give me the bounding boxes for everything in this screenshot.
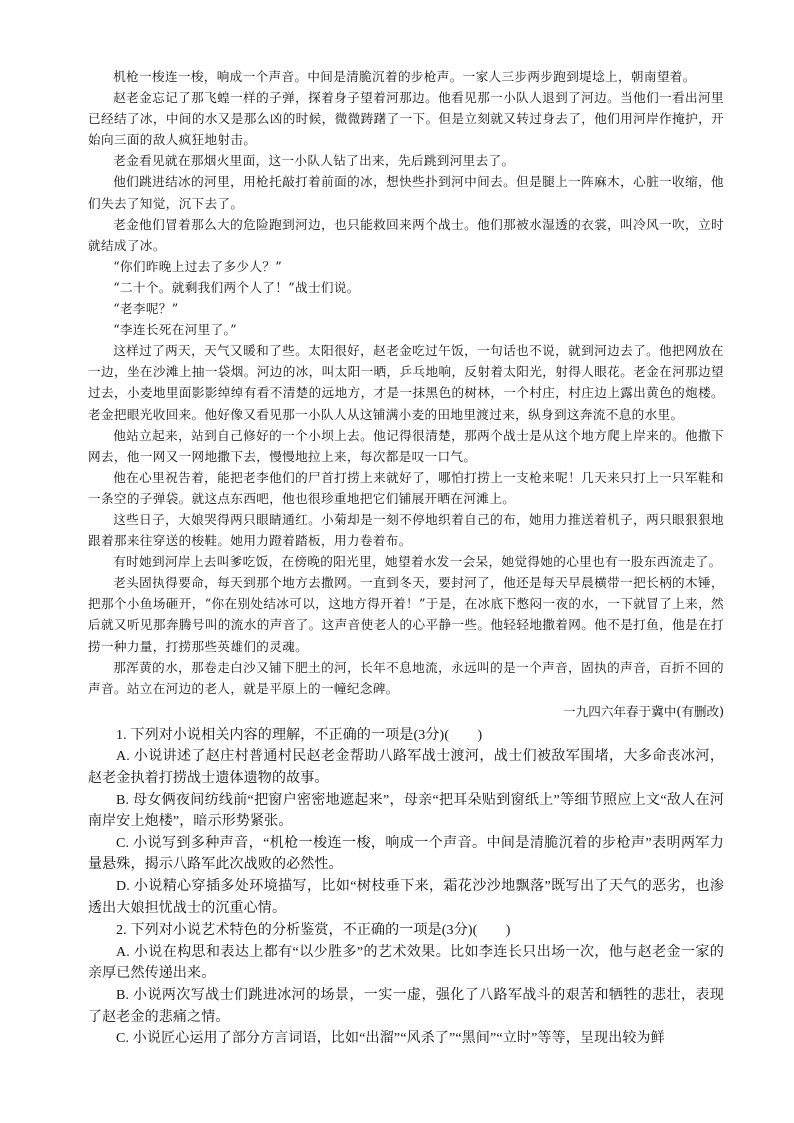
- question-option: A. 小说讲述了赵庄村普通村民赵老金帮助八路军战士渡河，战士们被敌军围堵，大多命丧冰河，赵老金执着打捞战士遗体遗物的故事。: [88, 749, 724, 786]
- story-paragraph: “老李呢？”: [113, 301, 179, 317]
- question-stem: 1. 下列对小说相关内容的理解，不正确的一项是(3分)( ): [116, 727, 483, 743]
- story-paragraph: 那浑黄的水，那卷走白沙又铺下肥土的河，长年不息地流，永远叫的是一个声音，固执的声音，百折不回的声音。站立在河边的老人，就是平原上的一幢纪念碑。: [88, 659, 724, 696]
- story-paragraph: 他在心里祝告着，能把老李他们的尸首打捞上来就好了，哪怕打捞上一支枪来呢！几天来只打上一只军鞋和一条空的子弹袋。就这点东西吧，他也很珍重地把它们铺展开晒在河滩上。: [88, 469, 724, 506]
- story-paragraph: “李连长死在河里了。”: [113, 322, 237, 338]
- story-paragraph: 有时她到河岸上去叫爹吃饭，在傍晚的阳光里，她望着水发一会呆，她觉得她的心里也有一股东西流走了。: [113, 554, 722, 570]
- question-stem: 2. 下列对小说艺术特色的分析鉴赏，不正确的一项是(3分)( ): [116, 923, 511, 939]
- story-text: [88, 66, 724, 723]
- story-paragraph: 老金他们冒着那么大的危险跑到河边，也只能救回来两个战士。他们那被水湿透的衣裳，叫冷风一吹，立时就结成了冰。: [88, 216, 724, 253]
- story-signature: 一九四六年春于冀中(有删改): [563, 703, 724, 719]
- story-paragraph: 这些日子，大娘哭得两只眼睛通红。小菊却是一刻不停地织着自己的布，她用力推送着机子，两只眼狠狠地跟着那来往穿送的梭鞋。她用力蹬着踏板，用力卷着布。: [88, 511, 724, 549]
- question-option: B. 母女俩夜间纺线前“把窗户密密地遮起来”，母亲“把耳朵贴到窗纸上”等细节照应上文“敌人在河南岸安上炮楼”，暗示形势紧张。: [88, 792, 724, 830]
- question-option: B. 小说两次写战士们跳进冰河的场景，一实一虚，强化了八路军战斗的艰苦和牺牲的悲壮，表现了赵老金的悲痛之情。: [88, 987, 724, 1025]
- question-option: C. 小说匠心运用了部分方言词语，比如“出溜”“风杀了”“黑间”“立时”等等，呈现出较为鲜: [116, 1031, 665, 1047]
- question-section: [88, 725, 724, 1050]
- story-paragraph: 老金看见就在那烟火里面，这一小队人钻了出来，先后跳到河里去了。: [113, 153, 515, 169]
- story-paragraph: “二十个。就剩我们两个人了！”战士们说。: [113, 279, 360, 295]
- story-paragraph: 他们跳进结冰的河里，用枪托敲打着前面的冰，想快些扑到河中间去。但是腿上一阵麻木，心脏一收缩，他们失去了知觉，沉下去了。: [88, 174, 724, 211]
- question-option: C. 小说写到多种声音，“机枪一梭连一梭，响成一个声音。中间是清脆沉着的步枪声”表明两军力量悬殊，揭示八路军此次战败的必然性。: [88, 835, 724, 873]
- story-paragraph: 老头固执得要命，每天到那个地方去撒网。一直到冬天，要封河了，他还是每天早晨横带一把长柄的木锤，把那个小鱼场砸开，“你在别处结冰可以，这地方得开着！”于是，在冰底下憋闷一夜的水，一下就冒了上来，然后就又听见那奔腾号叫的流水的声音了。这声音使老人的心平静一些。他轻轻地撒着网。他不是打鱼，他是在打捞一种力量，打捞那些英雄们的灵魂。: [88, 575, 724, 654]
- exam-page: [88, 66, 724, 1050]
- question-option: D. 小说精心穿插多处环境描写，比如“树枝垂下来，霜花沙沙地飘落”既写出了天气的恶劣，也渗透出大娘担忧战士的沉重心情。: [88, 878, 724, 916]
- question-option: A. 小说在构思和表达上都有“以少胜多”的艺术效果。比如李连长只出场一次，他与赵老金一家的亲厚已然传递出来。: [88, 944, 724, 982]
- story-paragraph: 这样过了两天，天气又暖和了些。太阳很好，赵老金吃过午饭，一句话也不说，就到河边去了。他把网放在一边，坐在沙滩上抽一袋烟。河边的冰，叫太阳一晒，乒乓地响，反射着太阳光，射得人眼花。老金在河那边望过去，小麦地里面影影绰绰有看不清楚的远地方，才是一抹黑色的树林，一个村庄，村庄边上露出黄色的炮楼。老金把眼光收回来。他好像又看见那一小队人从这铺满小麦的田地里渡过来，纵身到这奔流不息的水里。: [88, 343, 724, 422]
- story-paragraph: 他站立起来，站到自己修好的一个小坝上去。他记得很清楚，那两个战士是从这个地方爬上岸来的。他撒下网去，他一网又一网地撒下去，慢慢地拉上来，每次都是叹一口气。: [88, 427, 724, 464]
- story-paragraph: 赵老金忘记了那飞蝗一样的子弹，探着身子望着河那边。他看见那一小队人退到了河边。当他们一看出河里已经结了冰，中间的水又是那么凶的时候，微微踌躇了一下。但是立刻就又转过身去了，他们用河岸作掩护，开始向三面的敌人疯狂地射击。: [88, 90, 724, 148]
- story-paragraph: 机枪一梭连一梭，响成一个声音。中间是清脆沉着的步枪声。一家人三步两步跑到堤埝上，朝南望着。: [113, 69, 696, 84]
- story-paragraph: “你们昨晚上过去了多少人？”: [113, 258, 283, 274]
